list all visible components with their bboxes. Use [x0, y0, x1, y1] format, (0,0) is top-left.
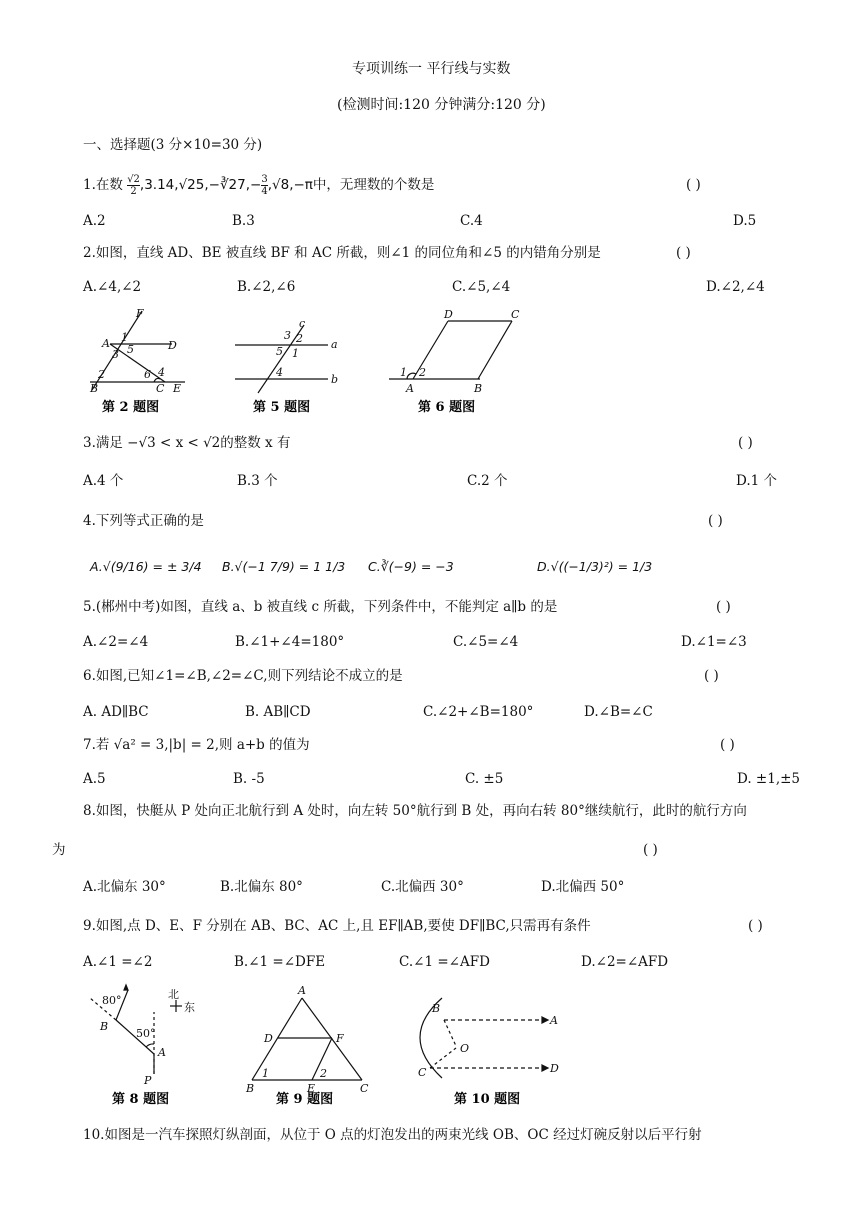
q6-option-d: D.∠B=∠C	[584, 704, 653, 720]
answer-paren-1: ( )	[686, 177, 701, 193]
f8-label-b: B	[100, 1020, 109, 1033]
f2-label-2: 2	[98, 368, 105, 381]
q4-option-b: B.√(−1 7/9) = 1 1/3	[222, 559, 346, 574]
f2-label-3: 3	[112, 348, 119, 361]
q6-option-c: C.∠2+∠B=180°	[423, 704, 534, 720]
f2-label-6: 6	[144, 368, 151, 381]
caption-fig-2: 第 2 题图	[102, 400, 160, 415]
q4-option-a: A.√(9/16) = ± 3/4	[90, 559, 202, 574]
f6-label-b: B	[474, 382, 483, 395]
figure-6	[389, 321, 512, 379]
question-9: 9.如图,点 D、E、F 分别在 AB、BC、AC 上,且 EF∥AB,要使 DF∥BC,只需再有条件	[83, 918, 591, 934]
q1-option-a: A.2	[83, 213, 106, 229]
f8-label-p: P	[144, 1074, 152, 1087]
f2-label-e: E	[173, 382, 182, 395]
q4-option-d: D.√((−1/3)²) = 1/3	[537, 559, 653, 574]
page-subtitle: (检测时间:120 分钟满分:120 分)	[337, 97, 546, 113]
question-7: 7.若 √a² = 3,|b| = 2,则 a+b 的值为	[83, 737, 310, 753]
f6-label-a: A	[406, 382, 414, 395]
answer-paren-2: ( )	[676, 245, 691, 261]
f10-label-b: B	[432, 1002, 441, 1015]
question-5: 5.(郴州中考)如图，直线 a、b 被直线 c 所截，下列条件中，不能判定 a∥b 的是	[83, 599, 558, 615]
q8-option-b: B.北偏东 80°	[220, 879, 303, 895]
caption-fig-8: 第 8 题图	[112, 1092, 170, 1107]
f9-label-1: 1	[262, 1067, 269, 1080]
q7-option-b: B. -5	[233, 771, 265, 787]
q6-option-b: B. AB∥CD	[245, 704, 311, 720]
f2-label-4: 4	[158, 366, 165, 379]
f6-label-c: C	[511, 308, 520, 321]
q9-option-a: A.∠1 =∠2	[83, 954, 153, 970]
f8-label-a: A	[158, 1046, 166, 1059]
q8-option-a: A.北偏东 30°	[83, 879, 166, 895]
answer-paren-8: ( )	[643, 842, 658, 858]
f8-label-east: 东	[184, 1001, 195, 1014]
question-2: 2.如图，直线 AD、BE 被直线 BF 和 AC 所截，则∠1 的同位角和∠5 的内错角分别是	[83, 245, 601, 261]
question-6: 6.如图,已知∠1=∠B,∠2=∠C,则下列结论不成立的是	[83, 668, 403, 684]
q2-option-b: B.∠2,∠6	[237, 279, 296, 295]
q1-option-d: D.5	[733, 213, 757, 229]
q9-option-d: D.∠2=∠AFD	[581, 954, 669, 970]
q2-option-d: D.∠2,∠4	[706, 279, 765, 295]
figure-5	[235, 325, 328, 393]
f8-label-80: 80°	[102, 994, 122, 1007]
q4-option-c: C.∛(−9) = −3	[368, 559, 454, 574]
q8-option-d: D.北偏西 50°	[541, 879, 625, 895]
f9-label-a: A	[298, 984, 306, 997]
f2-label-f: F	[136, 307, 144, 320]
q9-option-b: B.∠1 =∠DFE	[234, 954, 326, 970]
f9-label-d: D	[264, 1032, 273, 1045]
question-10: 10.如图是一汽车探照灯纵剖面，从位于 O 点的灯泡发出的两束光线 OB、OC 经过灯碗反射以后平行射	[83, 1127, 702, 1143]
f10-label-d: D	[550, 1062, 559, 1075]
question-8-cont: 为	[52, 842, 66, 858]
question-1: 1.在数 $\frac{√2}{2}$ ,3.14,√25,−∛27,− $\frac{3}{4}$ ,√8,−π中，无理数的个数是	[83, 174, 435, 197]
f9-label-e: E	[307, 1082, 316, 1095]
f2-label-1: 1	[121, 331, 128, 344]
q3-option-c: C.2 个	[467, 473, 508, 489]
f9-label-2: 2	[320, 1067, 327, 1080]
answer-paren-9: ( )	[748, 918, 763, 934]
f5-label-3: 3	[284, 329, 291, 342]
f10-label-c: C	[418, 1066, 427, 1079]
f2-label-c: C	[156, 382, 165, 395]
question-8: 8.如图，快艇从 P 处向正北航行到 A 处时，向左转 50°航行到 B 处，再向右转 80°继续航行，此时的航行方向	[83, 803, 747, 819]
figure-row-1	[80, 305, 540, 420]
q8-option-c: C.北偏西 30°	[381, 879, 464, 895]
f8-label-50: 50°	[136, 1027, 156, 1040]
f2-label-b: B	[90, 382, 99, 395]
page-title: 专项训练一 平行线与实数	[352, 61, 511, 77]
caption-fig-6: 第 6 题图	[418, 400, 476, 415]
f10-label-o: O	[460, 1042, 470, 1055]
f9-label-c: C	[360, 1082, 369, 1095]
q5-option-d: D.∠1=∠3	[681, 634, 747, 650]
f2-label-a: A	[102, 337, 110, 350]
q5-option-c: C.∠5=∠4	[453, 634, 519, 650]
f5-label-4: 4	[276, 366, 283, 379]
q6-option-a: A. AD∥BC	[83, 704, 149, 720]
f5-label-2: 2	[296, 332, 303, 345]
question-4: 4.下列等式正确的是	[83, 513, 204, 529]
f5-label-c: c	[299, 317, 306, 330]
section-heading: 一、选择题(3 分×10=30 分)	[83, 137, 263, 153]
answer-paren-4: ( )	[708, 513, 723, 529]
q2-option-c: C.∠5,∠4	[452, 279, 511, 295]
figure-row-2	[80, 982, 580, 1112]
f10-label-a: A	[550, 1014, 558, 1027]
question-3: 3.满足 −√3 < x < √2的整数 x 有	[83, 435, 291, 451]
q1-option-c: C.4	[460, 213, 483, 229]
q7-option-d: D. ±1,±5	[737, 771, 801, 787]
f2-label-5: 5	[127, 343, 134, 356]
q1-option-b: B.3	[232, 213, 255, 229]
f8-label-north: 北	[168, 988, 179, 1001]
answer-paren-6: ( )	[704, 668, 719, 684]
answer-paren-3: ( )	[738, 435, 753, 451]
f9-label-b: B	[246, 1082, 255, 1095]
q7-option-c: C. ±5	[465, 771, 504, 787]
f5-label-b: b	[331, 373, 339, 386]
f6-label-d: D	[444, 308, 453, 321]
q5-option-a: A.∠2=∠4	[83, 634, 149, 650]
answer-paren-7: ( )	[720, 737, 735, 753]
f5-label-1: 1	[292, 347, 299, 360]
q9-option-c: C.∠1 =∠AFD	[399, 954, 490, 970]
caption-fig-5: 第 5 题图	[253, 400, 311, 415]
caption-fig-10: 第 10 题图	[454, 1092, 521, 1107]
f6-label-2: 2	[419, 366, 426, 379]
q2-option-a: A.∠4,∠2	[83, 279, 142, 295]
q3-option-d: D.1 个	[736, 473, 778, 489]
q3-option-a: A.4 个	[83, 473, 124, 489]
f6-label-1: 1	[400, 366, 407, 379]
answer-paren-5: ( )	[716, 599, 731, 615]
f5-label-a: a	[331, 338, 338, 351]
caption-fig-9: 第 9 题图	[276, 1092, 334, 1107]
q7-option-a: A.5	[83, 771, 106, 787]
q5-option-b: B.∠1+∠4=180°	[235, 634, 345, 650]
q3-option-b: B.3 个	[237, 473, 278, 489]
f9-label-f: F	[336, 1032, 344, 1045]
f2-label-d: D	[168, 339, 177, 352]
f5-label-5: 5	[276, 345, 283, 358]
